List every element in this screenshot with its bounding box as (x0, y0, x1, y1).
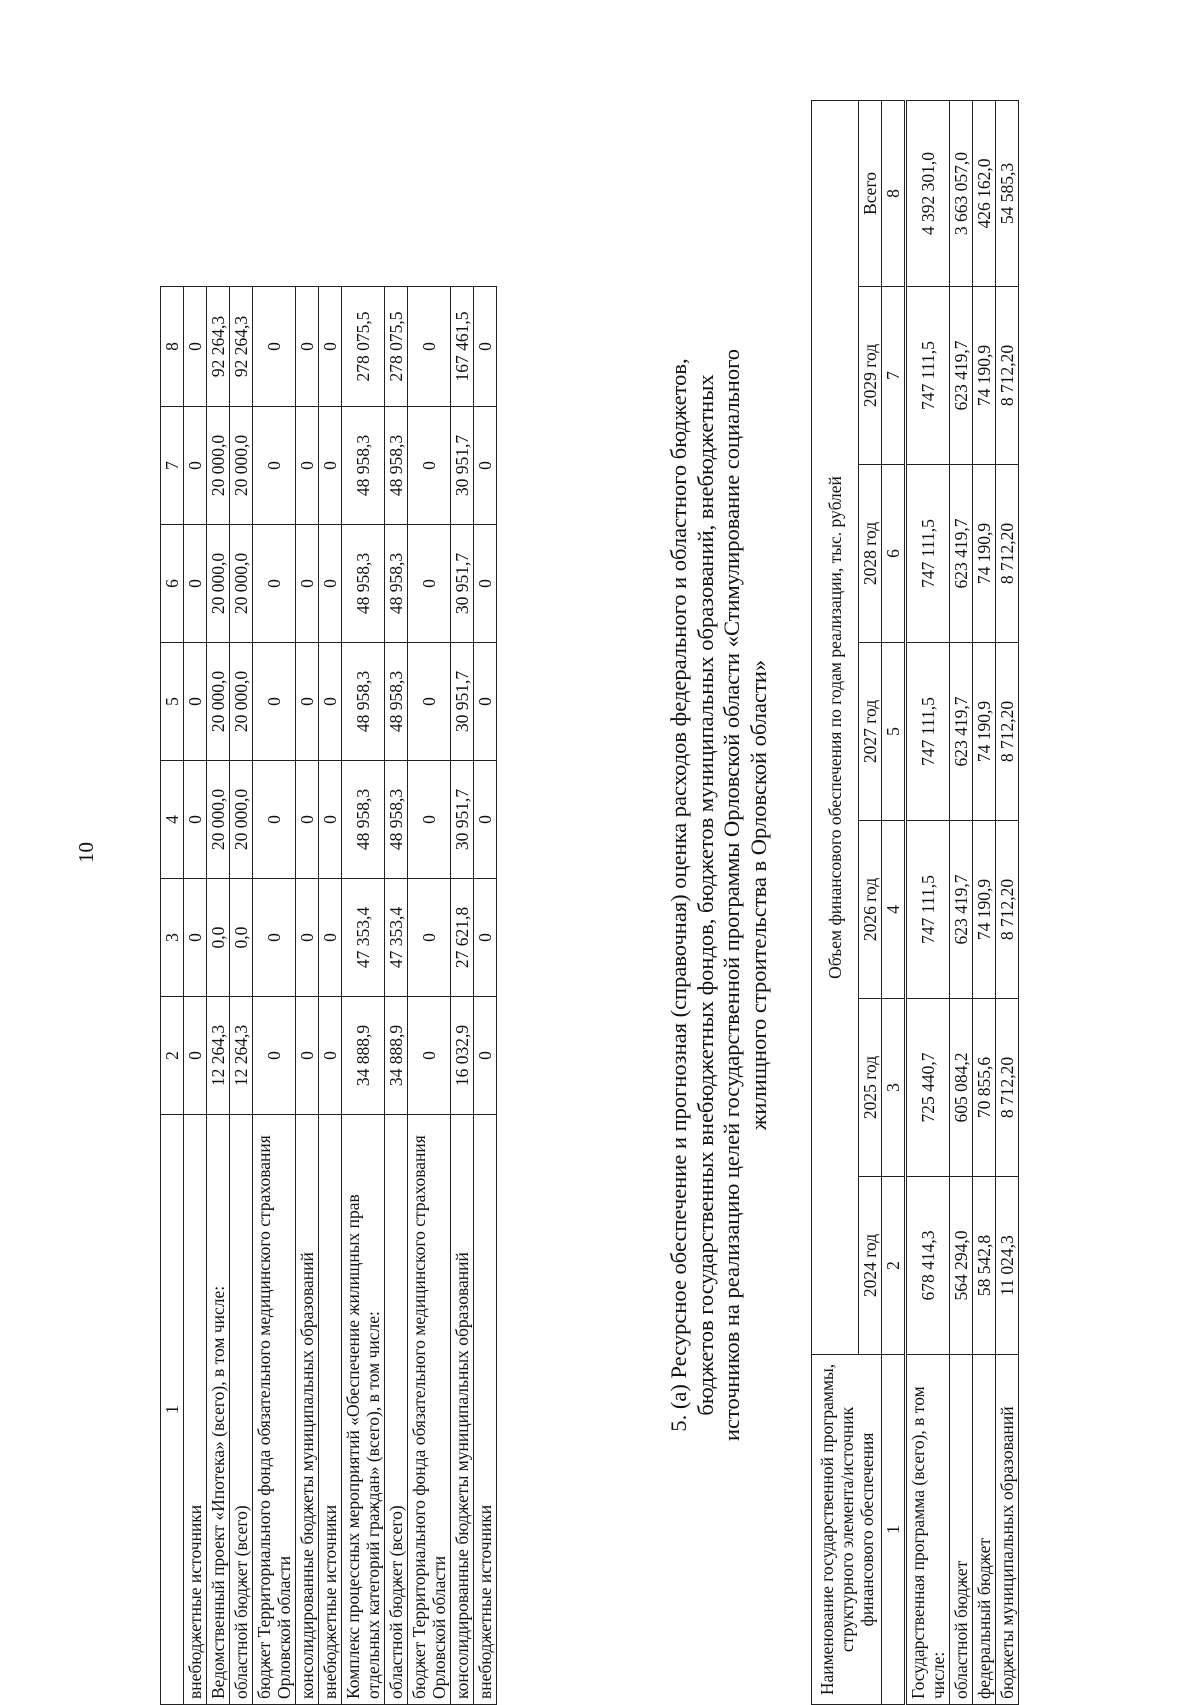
table-row (342, 287, 385, 1705)
resource-provision-table (811, 100, 1019, 1705)
value-cell: 27 621,8 (451, 879, 474, 997)
value-cell: 0 (319, 879, 342, 997)
value-cell: 74 190,9 (973, 465, 996, 643)
funding-volume-header: Объем финансового обеспечения по годам реализации, тыс. рублей (812, 101, 859, 1355)
value-cell: 725 440,7 (906, 999, 950, 1177)
column-number: 6 (161, 525, 184, 643)
value-cell: 747 111,5 (906, 465, 950, 643)
value-cell: 623 419,7 (950, 287, 973, 465)
row-label: областной бюджет (950, 1355, 973, 1705)
value-cell: 0 (184, 643, 207, 761)
value-cell: 0 (296, 643, 319, 761)
row-label: консолидированные бюджеты муниципальных образований (296, 1115, 319, 1705)
value-cell: 92 264,3 (230, 287, 253, 407)
value-cell: 12 264,3 (230, 997, 253, 1115)
value-cell: 0 (408, 525, 451, 643)
value-cell: 0 (296, 525, 319, 643)
value-cell: 70 855,6 (973, 999, 996, 1177)
section-heading (666, 145, 772, 1645)
year-header: 2024 год (859, 1177, 882, 1355)
value-cell: 30 951,7 (451, 407, 474, 525)
value-cell: 0 (474, 997, 497, 1115)
column-number: 3 (161, 879, 184, 997)
row-label: областной бюджет (всего) (385, 1115, 408, 1705)
value-cell: 0 (319, 407, 342, 525)
column-number: 1 (882, 1355, 906, 1705)
section-heading-line: бюджетов государственных внебюджетных фондов, бюджетов муниципальных образований, внебюджетных (692, 374, 718, 1416)
row-label: областной бюджет (всего) (230, 1115, 253, 1705)
value-cell: 20 000,0 (230, 643, 253, 761)
value-cell: 12 264,3 (207, 997, 230, 1115)
year-header: 2025 год (859, 999, 882, 1177)
column-number: 7 (161, 407, 184, 525)
value-cell: 0 (253, 761, 296, 879)
section-heading-line: источников на реализацию целей государственной программы Орловской области «Стимулирование социального (719, 348, 744, 1442)
value-cell: 8 712,20 (996, 465, 1019, 643)
value-cell: 0 (184, 407, 207, 525)
value-cell: 0 (184, 287, 207, 407)
value-cell: 0 (408, 879, 451, 997)
row-label: Ведомственный проект «Ипотека» (всего), в том числе: (207, 1115, 230, 1705)
table-row (207, 287, 230, 1705)
value-cell: 426 162,0 (973, 101, 996, 287)
column-number: 8 (161, 287, 184, 407)
value-cell: 0 (253, 525, 296, 643)
value-cell: 623 419,7 (950, 465, 973, 643)
value-cell: 34 888,9 (385, 997, 408, 1115)
table-row (950, 101, 973, 1705)
program-name-header: Наименование государственной программы, структурного элемента/источник финансового обеспечения (812, 1355, 882, 1705)
value-cell: 20 000,0 (207, 761, 230, 879)
value-cell: 0 (474, 761, 497, 879)
value-cell: 30 951,7 (451, 525, 474, 643)
column-number: 8 (882, 101, 906, 287)
value-cell: 0 (474, 879, 497, 997)
value-cell: 48 958,3 (342, 761, 385, 879)
value-cell: 20 000,0 (207, 525, 230, 643)
value-cell: 8 712,20 (996, 999, 1019, 1177)
section-heading-line: жилищного строительства в Орловской области» (745, 659, 771, 1131)
total-header: Всего (859, 101, 882, 287)
column-number: 1 (161, 1115, 184, 1705)
value-cell: 0 (319, 761, 342, 879)
column-number: 5 (161, 643, 184, 761)
value-cell: 20 000,0 (230, 407, 253, 525)
value-cell: 8 712,20 (996, 643, 1019, 821)
column-number-row (882, 101, 906, 1705)
value-cell: 0,0 (230, 879, 253, 997)
value-cell: 0 (184, 879, 207, 997)
row-label: Комплекс процессных мероприятий «Обеспечение жилищных прав отдельных категорий граждан» (всего), в том числе: (342, 1115, 385, 1705)
table-row (906, 101, 950, 1705)
header-row (812, 101, 859, 1705)
row-label: бюджет Территориального фонда обязательного медицинского страхования Орловской области (253, 1115, 296, 1705)
value-cell: 74 190,9 (973, 643, 996, 821)
column-number: 5 (882, 643, 906, 821)
value-cell: 30 951,7 (451, 643, 474, 761)
column-number: 6 (882, 465, 906, 643)
value-cell: 0 (253, 879, 296, 997)
table-row (996, 101, 1019, 1705)
value-cell: 0 (296, 761, 319, 879)
value-cell: 0 (253, 997, 296, 1115)
value-cell: 0 (408, 287, 451, 407)
value-cell: 623 419,7 (950, 821, 973, 999)
value-cell: 0 (253, 287, 296, 407)
row-label: федеральный бюджет (973, 1355, 996, 1705)
value-cell: 0 (319, 525, 342, 643)
page-number: 10 (74, 842, 98, 863)
value-cell: 48 958,3 (385, 761, 408, 879)
row-label: внебюджетные источники (474, 1115, 497, 1705)
table-row (973, 101, 996, 1705)
value-cell: 0 (319, 643, 342, 761)
value-cell: 74 190,9 (973, 287, 996, 465)
column-number: 7 (882, 287, 906, 465)
value-cell: 0 (408, 643, 451, 761)
value-cell: 278 075,5 (342, 287, 385, 407)
value-cell: 20 000,0 (230, 761, 253, 879)
row-label: Государственная программа (всего), в том числе: (906, 1355, 950, 1705)
row-label: бюджет Территориального фонда обязательного медицинского страхования Орловской области (408, 1115, 451, 1705)
value-cell: 48 958,3 (385, 525, 408, 643)
value-cell: 20 000,0 (230, 525, 253, 643)
value-cell: 48 958,3 (342, 643, 385, 761)
table-row (319, 287, 342, 1705)
value-cell: 0 (474, 407, 497, 525)
value-cell: 0,0 (207, 879, 230, 997)
table-row (184, 287, 207, 1705)
value-cell: 54 585,3 (996, 101, 1019, 287)
value-cell: 4 392 301,0 (906, 101, 950, 287)
value-cell: 0 (474, 643, 497, 761)
value-cell: 747 111,5 (906, 821, 950, 999)
row-label: внебюджетные источники (319, 1115, 342, 1705)
year-header: 2026 год (859, 821, 882, 999)
table-row (253, 287, 296, 1705)
value-cell: 605 084,2 (950, 999, 973, 1177)
value-cell: 167 461,5 (451, 287, 474, 407)
value-cell: 0 (408, 407, 451, 525)
section-heading-line: 5. (а) Ресурсное обеспечение и прогнозная (справочная) оценка расходов федерального и областного бюджетов, (666, 358, 691, 1432)
year-header: 2028 год (859, 465, 882, 643)
value-cell: 0 (296, 407, 319, 525)
value-cell: 47 353,4 (342, 879, 385, 997)
value-cell: 747 111,5 (906, 643, 950, 821)
value-cell: 30 951,7 (451, 761, 474, 879)
value-cell: 623 419,7 (950, 643, 973, 821)
value-cell: 16 032,9 (451, 997, 474, 1115)
row-label: бюджеты муниципальных образований (996, 1355, 1019, 1705)
column-number: 3 (882, 999, 906, 1177)
value-cell: 3 663 057,0 (950, 101, 973, 287)
value-cell: 0 (296, 997, 319, 1115)
value-cell: 0 (319, 287, 342, 407)
row-label: консолидированные бюджеты муниципальных образований (451, 1115, 474, 1705)
year-header: 2029 год (859, 287, 882, 465)
table-row (408, 287, 451, 1705)
value-cell: 48 958,3 (342, 407, 385, 525)
value-cell: 8 712,20 (996, 821, 1019, 999)
table-row (385, 287, 408, 1705)
value-cell: 0 (184, 761, 207, 879)
value-cell: 58 542,8 (973, 1177, 996, 1355)
value-cell: 48 958,3 (385, 643, 408, 761)
value-cell: 0 (408, 997, 451, 1115)
value-cell: 11 024,3 (996, 1177, 1019, 1355)
value-cell: 20 000,0 (207, 643, 230, 761)
value-cell: 34 888,9 (342, 997, 385, 1115)
table-row (230, 287, 253, 1705)
value-cell: 0 (296, 287, 319, 407)
value-cell: 0 (184, 525, 207, 643)
value-cell: 747 111,5 (906, 287, 950, 465)
value-cell: 0 (184, 997, 207, 1115)
value-cell: 0 (474, 287, 497, 407)
value-cell: 0 (296, 879, 319, 997)
value-cell: 678 414,3 (906, 1177, 950, 1355)
value-cell: 0 (253, 407, 296, 525)
table-row (296, 287, 319, 1705)
row-label: внебюджетные источники (184, 1115, 207, 1705)
value-cell: 48 958,3 (385, 407, 408, 525)
value-cell: 8 712,20 (996, 287, 1019, 465)
value-cell: 0 (474, 525, 497, 643)
value-cell: 0 (408, 761, 451, 879)
value-cell: 0 (253, 643, 296, 761)
value-cell: 92 264,3 (207, 287, 230, 407)
column-number: 4 (161, 761, 184, 879)
column-number: 2 (882, 1177, 906, 1355)
value-cell: 564 294,0 (950, 1177, 973, 1355)
value-cell: 48 958,3 (342, 525, 385, 643)
column-number: 4 (882, 821, 906, 999)
table-row (451, 287, 474, 1705)
column-number: 2 (161, 997, 184, 1115)
value-cell: 74 190,9 (973, 821, 996, 999)
value-cell: 20 000,0 (207, 407, 230, 525)
value-cell: 0 (319, 997, 342, 1115)
column-number-row (161, 287, 184, 1705)
year-header: 2027 год (859, 643, 882, 821)
value-cell: 278 075,5 (385, 287, 408, 407)
value-cell: 47 353,4 (385, 879, 408, 997)
table-row (474, 287, 497, 1705)
expenditure-table-continued (160, 286, 497, 1705)
